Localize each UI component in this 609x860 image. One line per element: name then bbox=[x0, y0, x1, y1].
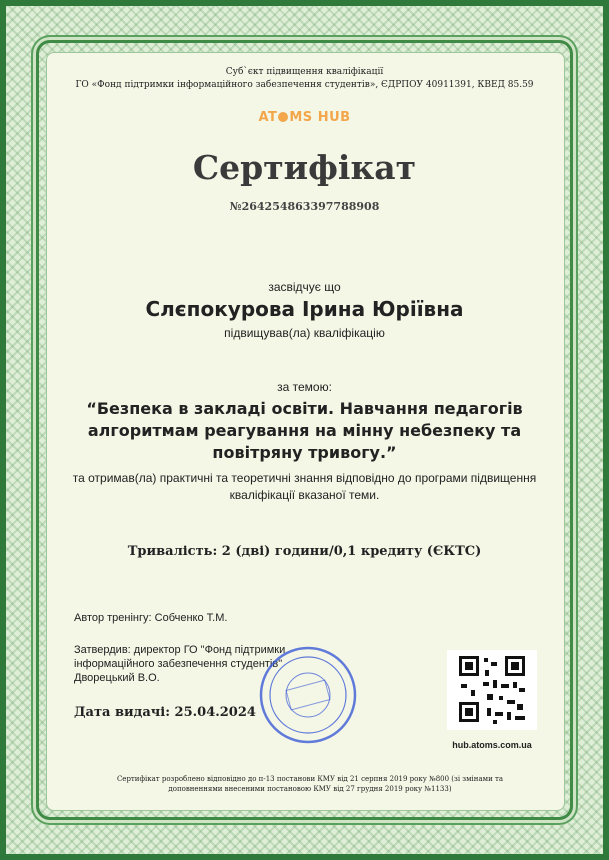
approved-by: Затвердив: директор ГО "Фонд підтримки інформаційного забезпечення студентів" Дворецький В.О. bbox=[74, 644, 286, 684]
trainer-author: Автор тренінгу: Собченко Т.М. bbox=[74, 612, 228, 624]
qr-code[interactable] bbox=[447, 650, 537, 730]
improved-text: підвищував(ла) кваліфікацію bbox=[224, 326, 385, 340]
atoms-hub-logo bbox=[0, 110, 609, 125]
atom-icon bbox=[278, 112, 288, 122]
official-stamp bbox=[258, 645, 358, 745]
certificate-number: №264254863397788908 bbox=[229, 200, 380, 213]
issuer-header bbox=[60, 66, 549, 92]
issuer-line1: Суб`єкт підвищення кваліфікації bbox=[225, 67, 384, 77]
duration: Тривалість: 2 (дві) години/0,1 кредиту (ЄКТС) bbox=[127, 544, 482, 559]
issuer-line2: ГО «Фонд підтримки інформаційного забезпечення студентів», ЄДРПОУ 40911391, КВЕД 85.59 bbox=[75, 80, 534, 90]
on-topic-label: за темою: bbox=[277, 380, 332, 394]
recipient-name: Слєпокурова Ірина Юріївна bbox=[145, 297, 464, 321]
issue-date: Дата видачі: 25.04.2024 bbox=[74, 705, 256, 720]
training-topic: “Безпека в закладі освіти. Навчання педагогів алгоритмам реагування на мінну небезпеку та повітряну тривогу.” bbox=[86, 399, 523, 462]
qr-url[interactable]: hub.atoms.com.ua bbox=[452, 740, 532, 750]
logo-text-b: MS HUB bbox=[289, 110, 351, 125]
received-text: та отримав(ла) практичні та теоретичні знання відповідно до програми підвищення кваліфікації вказаної теми. bbox=[72, 471, 537, 502]
logo-text-a: AT bbox=[258, 110, 278, 125]
certificate-title: Сертифікат bbox=[192, 148, 417, 187]
legal-footer: Сертифікат розроблено відповідно до п-13 постанови КМУ від 21 серпня 2019 року №800 (зі змінами та доповненнями внесеними постановою КМУ від 27 грудня 2019 року №1133) bbox=[116, 775, 504, 793]
certifies-text: засвідчує що bbox=[268, 280, 341, 294]
